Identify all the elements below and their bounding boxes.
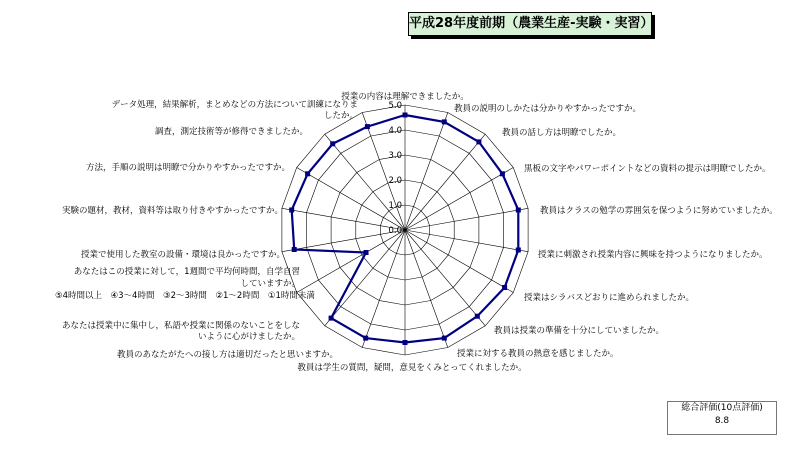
data-point (403, 340, 408, 345)
category-label: あなたは授業中に集中し，私語や授業に関係のないことをしないように心がけましたか。 (61, 321, 300, 342)
data-point (305, 171, 310, 176)
category-label: 実験の題材，教材，資料等は取り付きやすかったですか。 (61, 206, 283, 216)
grid-spoke (362, 230, 405, 348)
category-label: 調査，測定技術等が修得できましたか。 (154, 127, 308, 137)
grid-spoke (405, 113, 448, 231)
data-point (500, 171, 505, 176)
data-point (292, 247, 297, 252)
data-point (329, 316, 334, 321)
category-label: 授業に刺激され授業内容に興味を持つようになりましたか。 (538, 250, 768, 260)
r-tick-label: 4.0 (388, 126, 402, 136)
summary-label: 総合評価(10点評価) (681, 403, 763, 413)
data-point (475, 314, 480, 319)
category-label: 教員の説明のしかたは分かりやすかったですか。 (454, 104, 642, 114)
data-point (502, 285, 507, 290)
grid-spoke (405, 230, 448, 348)
category-label: 授業で使用した教室の設備・環境は良かったですか。 (80, 250, 285, 260)
chart-title: 平成28年度前期（農業生産-実験・実習） (408, 12, 652, 36)
category-label: 授業はシラバスどおりに進められましたか。 (524, 293, 695, 303)
r-tick-label: 3.0 (388, 151, 402, 161)
data-point (442, 119, 447, 124)
r-tick-label: 2.0 (388, 176, 402, 186)
data-point (516, 208, 521, 213)
category-label: 教員は学生の質問，疑問，意見をくみとってくれましたか。 (297, 363, 527, 373)
summary-box (667, 401, 777, 435)
category-label: 教員はクラスの勉学の雰囲気を保つように努めていましたか。 (540, 206, 778, 216)
data-point (364, 250, 369, 255)
category-label: 黒板の文字やパワーポイントなどの資料の提示は明瞭でしたか。 (524, 164, 771, 174)
category-label: 授業の内容は理解できましたか。 (341, 92, 469, 102)
data-point (363, 336, 368, 341)
r-tick-label: 0.0 (388, 226, 402, 236)
category-label: 授業に対する教員の熱意を感じましたか。 (457, 349, 619, 359)
category-label: データ処理，結果解析，まとめなどの方法について訓練になりましたか。 (111, 100, 358, 121)
data-point (365, 124, 370, 129)
data-point (476, 139, 481, 144)
data-point (289, 208, 294, 213)
category-label: 教員の話し方は明瞭でしたか。 (502, 128, 622, 138)
data-point (516, 248, 521, 253)
data-point (330, 141, 335, 146)
category-label: あなたはこの授業に対して，1週間で平均何時間，自学自習していますか。 ⑤4時間以上 ④3～4時間 ③2～3時間 ②1～2時間 ①1時間未満 (55, 267, 315, 301)
category-label: 教員のあなたがたへの接し方は適切だったと思いますか。 (116, 350, 338, 360)
category-label: 教員は授業の準備を十分にしていましたか。 (494, 326, 665, 336)
r-tick-label: 5.0 (388, 101, 402, 111)
data-point (442, 336, 447, 341)
category-label: 方法，手順の説明は明瞭で分かりやすかったですか。 (85, 163, 290, 173)
r-tick-label: 1.0 (388, 201, 402, 211)
summary-value: 8.8 (714, 416, 730, 426)
data-point (403, 113, 408, 118)
